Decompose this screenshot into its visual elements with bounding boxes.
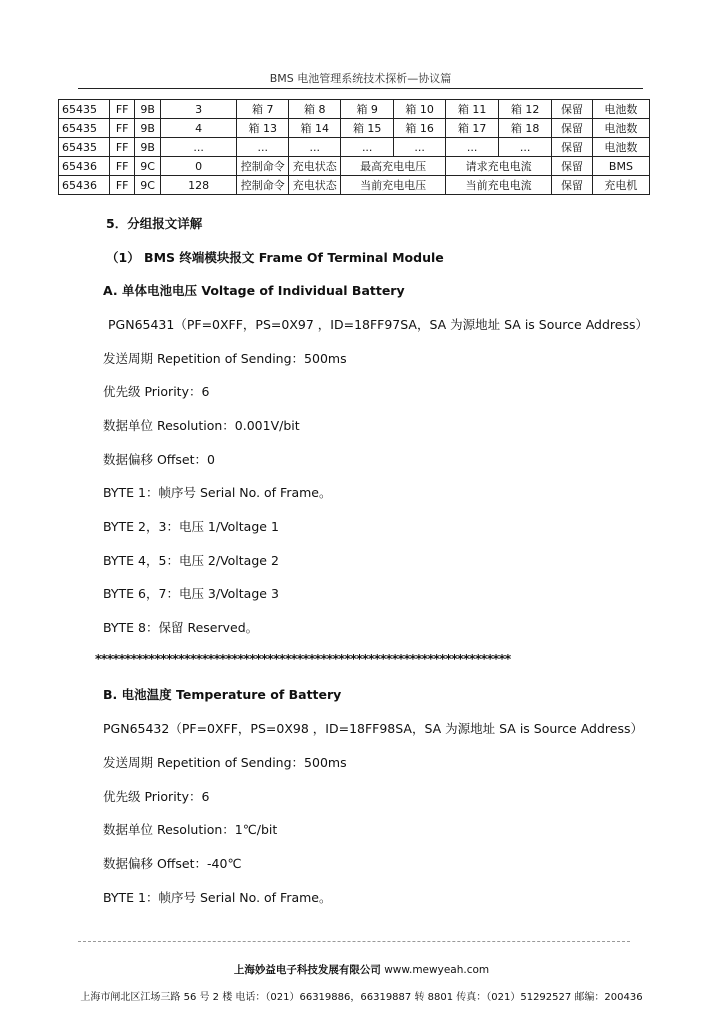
- resolution-line: 数据单位 Resolution：1℃/bit: [103, 822, 278, 837]
- table-cell: 箱 16: [394, 119, 446, 138]
- priority-line: 优先级 Priority：6: [103, 789, 210, 804]
- table-cell: 65436: [59, 157, 110, 176]
- footer-company: [0, 962, 723, 977]
- table-cell: 9C: [135, 176, 160, 195]
- table-cell: 控制命令: [237, 157, 289, 176]
- table-cell: ...: [446, 138, 499, 157]
- priority-line: 优先级 Priority：6: [103, 384, 210, 399]
- byte-line: BYTE 1：帧序号 Serial No. of Frame。: [103, 890, 332, 905]
- table-cell: 9B: [135, 119, 160, 138]
- table-row: [59, 119, 650, 138]
- table-cell: 箱 10: [394, 100, 446, 119]
- table-cell: 充电状态: [289, 176, 341, 195]
- table-cell: 箱 14: [289, 119, 341, 138]
- table-cell: 0: [160, 157, 236, 176]
- table-cell: 4: [160, 119, 236, 138]
- section-heading: 5．分组报文详解: [106, 216, 203, 231]
- table-cell: 电池数: [592, 100, 649, 119]
- footer-address: 上海市闸北区江场三路 56 号 2 楼 电话：（021）66319886，66319887 转 8801 传真：（021）51292527 邮编：200436: [80, 992, 643, 1003]
- table-cell: 保留: [552, 138, 593, 157]
- table-cell: 保留: [552, 157, 593, 176]
- offset-line: 数据偏移 Offset：-40℃: [103, 856, 242, 871]
- footer-divider: [78, 941, 630, 942]
- pgn-line: PGN65431（PF=0XFF，PS=0X97 ，ID=18FF97SA，SA 为源地址 SA is Source Address）: [108, 317, 648, 332]
- table-cell: 电池数: [592, 119, 649, 138]
- table-cell: 9B: [135, 100, 160, 119]
- table-cell: FF: [109, 119, 134, 138]
- separator-line: **********************************************************************: [95, 651, 511, 666]
- subsection-heading: A. 单体电池电压 Voltage of Individual Battery: [103, 283, 405, 298]
- byte-line: BYTE 6，7：电压 3/Voltage 3: [103, 586, 279, 601]
- table-cell: 9C: [135, 157, 160, 176]
- byte-line: BYTE 8：保留 Reserved。: [103, 620, 259, 635]
- repetition-line: 发送周期 Repetition of Sending：500ms: [103, 351, 347, 366]
- table-cell: 箱 8: [289, 100, 341, 119]
- table-cell: ...: [394, 138, 446, 157]
- table-cell: FF: [109, 176, 134, 195]
- table-cell: 当前充电电压: [341, 176, 446, 195]
- table-cell: ...: [499, 138, 552, 157]
- table-cell: 65435: [59, 138, 110, 157]
- table-cell: FF: [109, 100, 134, 119]
- resolution-line: 数据单位 Resolution：0.001V/bit: [103, 418, 300, 433]
- offset-line: 数据偏移 Offset：0: [103, 452, 215, 467]
- pgn-line: PGN65432（PF=0XFF，PS=0X98 ，ID=18FF98SA，SA 为源地址 SA is Source Address）: [103, 721, 643, 736]
- table-cell: 保留: [552, 100, 593, 119]
- table-cell: 电池数: [592, 138, 649, 157]
- table-cell: 65435: [59, 119, 110, 138]
- table-cell: 箱 12: [499, 100, 552, 119]
- table-cell: 控制命令: [237, 176, 289, 195]
- table-cell: 充电机: [592, 176, 649, 195]
- table-cell: ...: [237, 138, 289, 157]
- table-cell: 当前充电电流: [446, 176, 552, 195]
- table-cell: BMS: [592, 157, 649, 176]
- byte-line: BYTE 1：帧序号 Serial No. of Frame。: [103, 485, 332, 500]
- table-cell: 3: [160, 100, 236, 119]
- table-row: [59, 176, 650, 195]
- table-cell: 箱 18: [499, 119, 552, 138]
- table-cell: 128: [160, 176, 236, 195]
- table-cell: 保留: [552, 176, 593, 195]
- table-cell: 65435: [59, 100, 110, 119]
- page-header: BMS 电池管理系统技术探析—协议篇: [269, 72, 452, 85]
- table-row: [59, 100, 650, 119]
- table-cell: 箱 13: [237, 119, 289, 138]
- table-cell: FF: [109, 157, 134, 176]
- table-cell: 箱 7: [237, 100, 289, 119]
- repetition-line: 发送周期 Repetition of Sending：500ms: [103, 755, 347, 770]
- company-name: 上海妙益电子科技发展有限公司: [233, 964, 381, 976]
- table-cell: 箱 11: [446, 100, 499, 119]
- header-divider: [78, 88, 643, 89]
- table-row: [59, 157, 650, 176]
- table-cell: 65436: [59, 176, 110, 195]
- table-cell: FF: [109, 138, 134, 157]
- byte-line: BYTE 4，5：电压 2/Voltage 2: [103, 553, 279, 568]
- byte-line: BYTE 2，3：电压 1/Voltage 1: [103, 519, 279, 534]
- table-cell: 箱 9: [341, 100, 394, 119]
- table-cell: 请求充电电流: [446, 157, 552, 176]
- table-cell: ...: [289, 138, 341, 157]
- table-cell: 箱 15: [341, 119, 394, 138]
- table-cell: 9B: [135, 138, 160, 157]
- table-cell: 箱 17: [446, 119, 499, 138]
- table-cell: ...: [160, 138, 236, 157]
- module-heading: （1） BMS 终端模块报文 Frame Of Terminal Module: [106, 250, 444, 265]
- table-cell: ...: [341, 138, 394, 157]
- company-website: www.mewyeah.com: [384, 964, 490, 976]
- table-row: [59, 138, 650, 157]
- table-cell: 最高充电电压: [341, 157, 446, 176]
- subsection-heading: B. 电池温度 Temperature of Battery: [103, 687, 342, 702]
- table-cell: 充电状态: [289, 157, 341, 176]
- table-cell: 保留: [552, 119, 593, 138]
- protocol-table: [58, 99, 650, 195]
